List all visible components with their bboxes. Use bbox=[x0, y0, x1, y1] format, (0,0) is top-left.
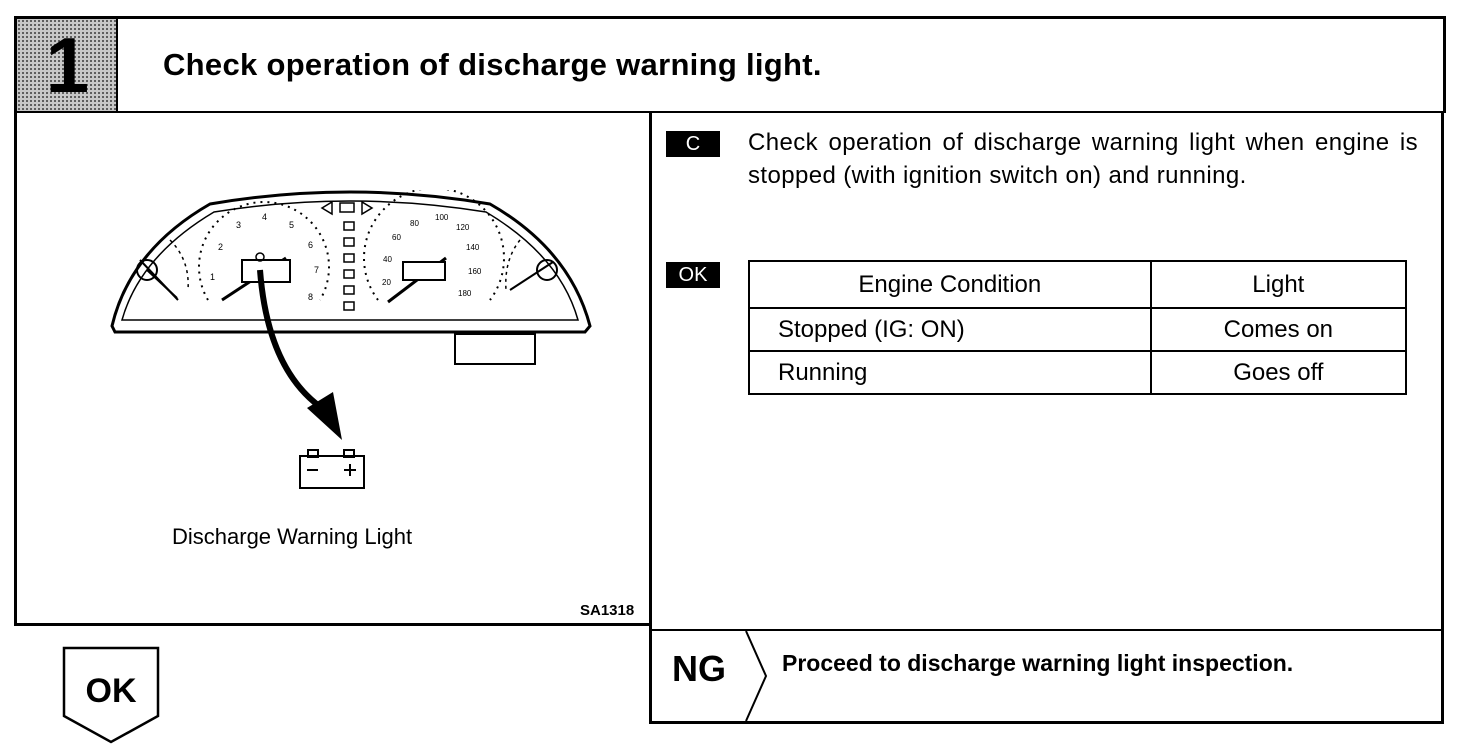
figure-code: SA1318 bbox=[580, 602, 635, 619]
ok-badge: OK bbox=[666, 262, 720, 288]
svg-text:8: 8 bbox=[308, 292, 314, 302]
step-header bbox=[14, 16, 1446, 113]
svg-text:2: 2 bbox=[218, 242, 224, 252]
svg-text:7: 7 bbox=[314, 265, 320, 275]
ng-chevron bbox=[744, 631, 770, 721]
step-title: Check operation of discharge warning light. bbox=[163, 47, 822, 82]
table-cell: Goes off bbox=[1151, 351, 1406, 394]
svg-text:20: 20 bbox=[382, 278, 391, 287]
ng-section-bottom bbox=[649, 721, 1444, 724]
ok-label: OK bbox=[85, 672, 137, 710]
battery-icon bbox=[298, 448, 368, 492]
svg-text:6: 6 bbox=[308, 240, 314, 250]
table-header-row bbox=[749, 261, 1406, 308]
svg-text:60: 60 bbox=[392, 233, 401, 242]
ng-instruction: Proceed to discharge warning light inspection. bbox=[782, 650, 1294, 676]
svg-text:1: 1 bbox=[210, 272, 216, 282]
svg-text:160: 160 bbox=[468, 267, 482, 276]
table-header: Engine Condition bbox=[749, 261, 1151, 308]
svg-text:80: 80 bbox=[410, 219, 419, 228]
table-row bbox=[749, 308, 1406, 351]
svg-text:5: 5 bbox=[289, 220, 295, 230]
step-number: 1 bbox=[45, 21, 90, 109]
svg-text:40: 40 bbox=[383, 255, 392, 264]
ok-result-arrow bbox=[62, 646, 162, 746]
table-cell: Running bbox=[749, 351, 1151, 394]
check-badge: C bbox=[666, 131, 720, 157]
svg-text:180: 180 bbox=[458, 289, 472, 298]
table-cell: Comes on bbox=[1151, 308, 1406, 351]
svg-text:4: 4 bbox=[262, 212, 268, 222]
svg-text:100: 100 bbox=[435, 213, 449, 222]
step-number-box bbox=[17, 19, 118, 111]
ng-label: NG bbox=[672, 648, 726, 689]
svg-text:3: 3 bbox=[236, 220, 242, 230]
svg-text:120: 120 bbox=[456, 223, 470, 232]
check-instruction: Check operation of discharge warning light when engine is stopped (with ignition switch on) and running. bbox=[748, 129, 1418, 189]
right-border bbox=[1441, 111, 1444, 724]
table-row bbox=[749, 351, 1406, 394]
diagram-caption: Discharge Warning Light bbox=[172, 524, 413, 549]
criteria-table bbox=[748, 260, 1407, 395]
table-header: Light bbox=[1151, 261, 1406, 308]
panel-divider bbox=[649, 111, 652, 724]
svg-text:140: 140 bbox=[466, 243, 480, 252]
table-cell: Stopped (IG: ON) bbox=[749, 308, 1151, 351]
